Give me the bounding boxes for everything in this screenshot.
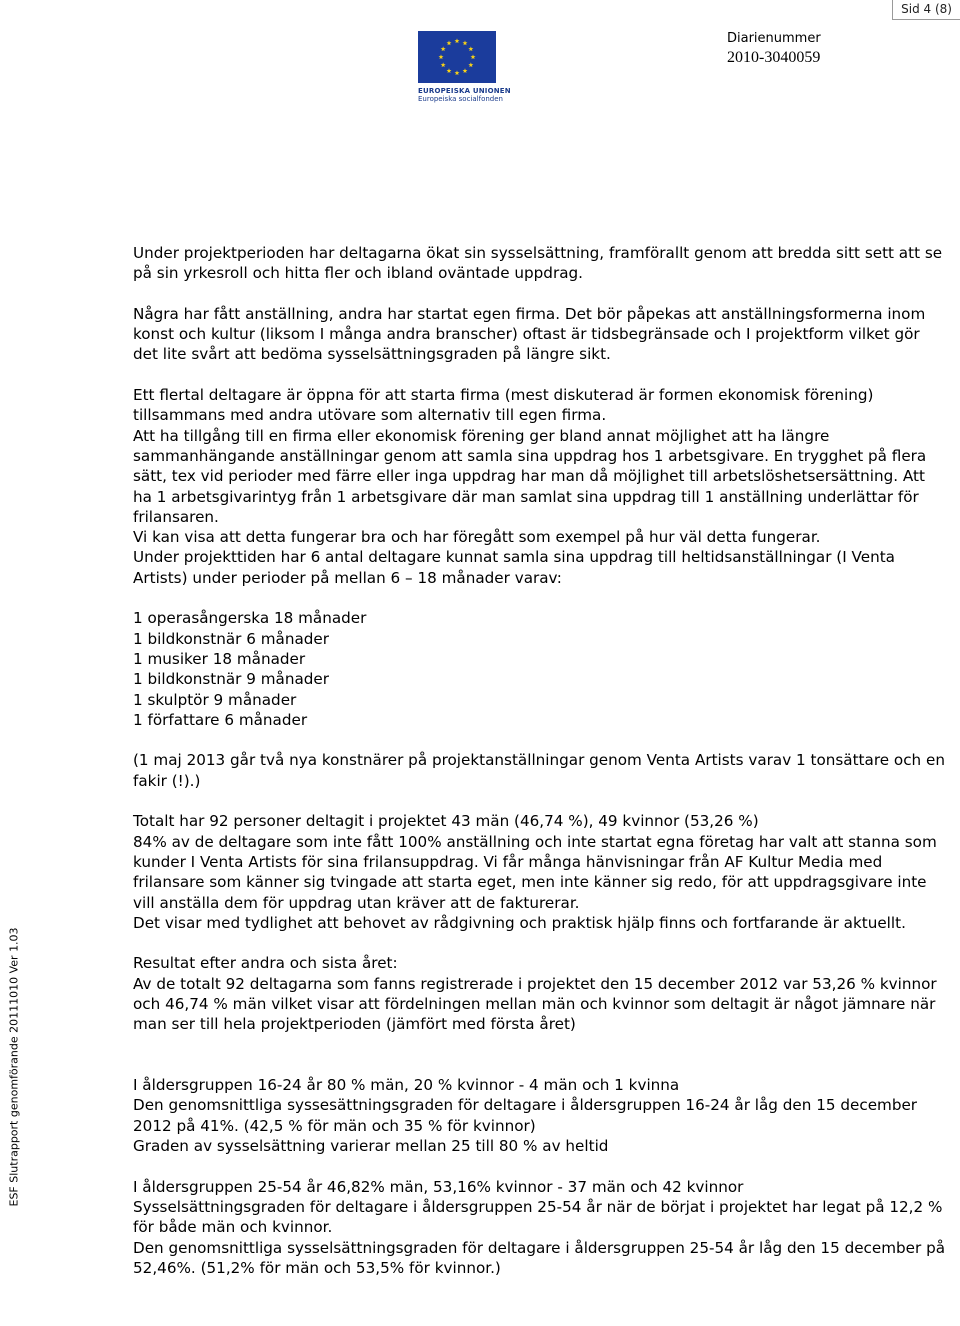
section-heading: Resultat efter andra och sista året: [133,954,398,973]
paragraph: Det visar med tydlighet att behovet av rådgivning och praktisk hjälp finns och fortfarande är aktuellt. [133,913,906,932]
logo-line-1: EUROPEISKA UNIONEN [418,87,511,95]
paragraph: Att ha tillgång till en firma eller ekonomisk förening ger bland annat möjlighet att ha längre sammanhängande anställningar genom att samla sina uppdrag hos 1 arbetsgivare. En trygghet på flera sätt, tex vid perioder med färre eller inga uppdrag har man då möjlighet till arbetslöshetsersättning. Att ha 1 arbetsgivarintyg från 1 arbetsgivare där man samlat sina uppdrag till 1 anställning underlättar för frilansaren. [133,426,927,526]
paragraph: Under projekttiden har 6 antal deltagare kunnat samla sina uppdrag till heltidsanställningar (I Venta Artists) under perioder på mellan 6 – 18 månader varav: [133,548,895,587]
sidebar-footer-text: ESF Slutrapport genomförande 20111010 Ver 1.03 [7,927,21,1207]
eu-logo [418,31,511,103]
diarie-label: Diarienummer [727,31,821,46]
document-body [133,243,948,1278]
eu-flag-icon [418,31,496,83]
list-item: 1 bildkonstnär 6 månader [133,629,330,648]
logo-line-2: Europeiska socialfonden [418,95,503,103]
list-item: 1 skulptör 9 månader [133,690,297,709]
paragraph: 84% av de deltagare som inte fått 100% anställning och inte startat egna företag har valt att stanna som kunder I Venta Artists för sina frilansuppdrag. Vi får många hänvisningar från AF Kultur Media med frilansare som känner sig tvingade att starta eget, men inte känner sig redo, för att uppdragsgivare inte vill anställa dem för uppdrag utan kräver att de fakturerar. [133,832,937,912]
paragraph: Under projektperioden har deltagarna ökat sin sysselsättning, framförallt genom att bredda sitt sett att se på sin yrkesroll och hitta fler och ibland oväntade uppdrag. [133,244,943,283]
paragraph: Totalt har 92 personer deltagit i projektet 43 män (46,74 %), 49 kvinnor (53,26 %) [133,812,759,831]
paragraph: I åldersgruppen 16-24 år 80 % män, 20 % kvinnor - 4 män och 1 kvinna [133,1076,680,1095]
paragraph: Av de totalt 92 deltagarna som fanns registrerade i projektet den 15 december 2012 var 53,26 % kvinnor och 46,74 % män vilket visar att fördelningen mellan män och kvinnor som deltagit är något jämnare när man ser till hela projektperioden (jämfört med första året) [133,974,937,1034]
diarie-number: 2010-3040059 [727,49,821,66]
page-number-label: Sid 4 (8) [892,0,960,20]
paragraph: Sysselsättningsgraden för deltagare i åldersgruppen 25-54 år när de börjat i projektet har legat på 12,2 % för både män och kvinnor. [133,1197,943,1237]
paragraph: Vi kan visa att detta fungerar bra och har föregått som exempel på hur väl detta fungerar. [133,528,821,547]
paragraph: I åldersgruppen 25-54 år 46,82% män, 53,16% kvinnor - 37 män och 42 kvinnor [133,1177,744,1196]
paragraph: Den genomsnittliga sysselsättningsgraden för deltagare i åldersgruppen 25-54 år låg den 15 december på 52,46%. (51,2% för män och 53,5% för kvinnor.) [133,1238,946,1277]
list-item: 1 musiker 18 månader [133,649,306,668]
list-item: 1 operasångerska 18 månader [133,609,367,628]
diarie-block [727,31,821,67]
paragraph: Graden av sysselsättning varierar mellan 25 till 80 % av heltid [133,1137,609,1156]
paragraph: Ett flertal deltagare är öppna för att starta firma (mest diskuterad är formen ekonomisk förening) tillsammans med andra utövare som alternativ till egen firma. [133,386,874,425]
paragraph: Den genomsnittliga syssesättningsgraden för deltagare i åldersgruppen 16-24 år låg den 15 december 2012 på 41%. (42,5 % för män och 35 % för kvinnor) [133,1096,918,1135]
paragraph: Några har fått anställning, andra har startat egen firma. Det bör påpekas att anställningsformerna inom konst och kultur (liksom I många andra branscher) oftast är tidsbegränsade och I projektform vilket gör det lite svårt att bedöma sysselsättningsgraden på längre sikt. [133,304,926,364]
list-item: 1 författare 6 månader [133,710,308,729]
list-item: 1 bildkonstnär 9 månader [133,670,330,689]
paragraph: (1 maj 2013 går två nya konstnärer på projektanställningar genom Venta Artists varav 1 tonsättare och en fakir (!).) [133,751,945,790]
